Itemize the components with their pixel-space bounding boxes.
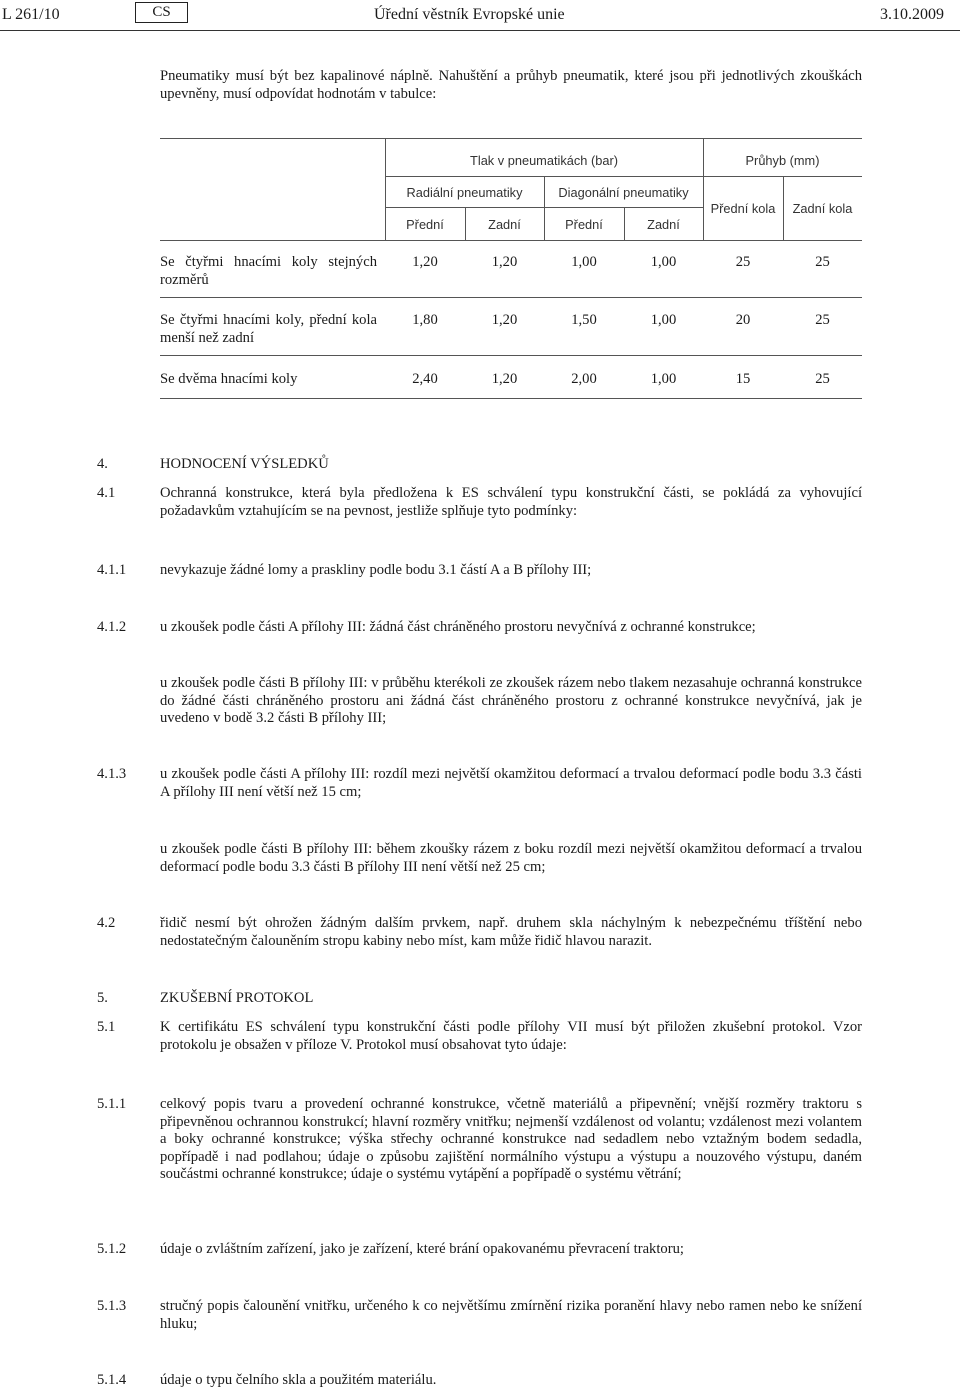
- section-heading: HODNOCENÍ VÝSLEDKŮ: [160, 456, 329, 472]
- header-pressure: Tlak v pneumatikách (bar): [470, 153, 618, 168]
- table-bottom-rule: [160, 398, 862, 399]
- table-cell: 1,00: [650, 312, 677, 328]
- section-number: 4.1.2: [97, 619, 127, 635]
- header-radial: Radiální pneumatiky: [406, 185, 523, 200]
- section-number: 4.1: [97, 485, 116, 501]
- section-text: stručný popis čalounění vnitřku, určeného k co největšímu zmírnění rizika poranění hlavy nebo ramen nebo ke snížení hluku;: [160, 1298, 862, 1332]
- header-radial-front: Přední: [406, 217, 444, 232]
- table-cell: 25: [815, 312, 830, 328]
- table-cell: 25: [815, 254, 830, 270]
- row-label: Se dvěma hnacími koly: [160, 371, 298, 387]
- page-reference: L 261/10: [2, 6, 60, 23]
- section-number: 5.1: [97, 1019, 116, 1035]
- section-text: Ochranná konstrukce, která byla předložena k ES schválení typu konstrukční části, se pokládá za vyhovující požadavkům vztahujícím se na pevnost, jestliže splňuje tyto podmínky:: [160, 485, 862, 519]
- section-number: 4.1.3: [97, 766, 127, 782]
- row-label: Se čtyřmi hnacími koly, přední kola menší než zadní: [160, 312, 377, 346]
- section-number: 4.1.1: [97, 562, 127, 578]
- table-cell: 2,00: [571, 371, 597, 387]
- section-text: u zkoušek podle části A přílohy III: žádná část chráněného prostoru nevyčnívá z ochranné konstrukce;: [160, 619, 756, 635]
- section-heading: ZKUŠEBNÍ PROTOKOL: [160, 990, 314, 1006]
- table-cell: 25: [735, 254, 751, 270]
- section-text: řidič nesmí být ohrožen žádným dalším prvkem, např. druhem skla náchylným k nebezpečnému tříštění nebo nedostatečným čalouněním stropu kabiny nebo míst, kam může řidič hlavou narazit.: [160, 915, 862, 949]
- table-cell: 15: [735, 371, 751, 387]
- section-text: u zkoušek podle části B přílohy III: během zkoušky rázem z boku rozdíl mezi největší okamžitou deformací a trvalou deformací podle bodu 3.3 části B přílohy III není větší než 25 cm;: [160, 841, 862, 875]
- table-row-rule: [160, 297, 862, 298]
- table-subhead-rule: [385, 176, 862, 177]
- table-row-rule: [160, 355, 862, 356]
- section-number: 5.1.3: [97, 1298, 127, 1314]
- header-rear-wheels: Zadní kola: [792, 201, 853, 216]
- language-badge: CS: [135, 2, 188, 23]
- header-front-wheels: Přední kola: [710, 201, 776, 216]
- table-cell: 1,20: [412, 254, 438, 270]
- table-cell: 1,00: [650, 254, 677, 270]
- table-header-rule: [160, 240, 862, 241]
- section-number: 4.: [97, 456, 108, 472]
- header-deflection: Průhyb (mm): [745, 153, 820, 168]
- table-cell: 1,00: [571, 254, 597, 270]
- tyre-table: [0, 0, 960, 420]
- section-number: 5.1.4: [97, 1372, 127, 1388]
- section-text: celkový popis tvaru a provedení ochranné konstrukce, včetně materiálů a připevnění; vnější rozměry traktoru s připevněnou ochrannou konstrukcí; hlavní rozměry vnitřku; nejmenší vzdálenost od volantu; vzdálenost mezi volantem a boky ochranné konstrukce; výška střechy ochranné konstrukce nad sedadlem nebo vztažným bodem sedadla, popřípadě i nad podlahou; údaje o způsobu zajištění normálního výstupu a výstupu a nouzového výstupu, daném součástmi ochranné konstrukce; údaje o systému vytápění a popřípadě o systému větrání;: [160, 1096, 862, 1182]
- section-text: údaje o zvláštním zařízení, jako je zařízení, které brání opakovanému převracení traktoru;: [160, 1241, 684, 1257]
- table-cell: 20: [735, 312, 751, 328]
- table-cell: 2,40: [412, 371, 438, 387]
- section-text: údaje o typu čelního skla a použitém materiálu.: [160, 1372, 437, 1388]
- table-cell: 1,20: [491, 312, 518, 328]
- header-radial-rear: Zadní: [488, 217, 521, 232]
- table-cell: 1,00: [650, 371, 677, 387]
- table-cell: 1,20: [491, 371, 518, 387]
- table-cell: 25: [815, 371, 830, 387]
- section-number: 5.1.2: [97, 1241, 127, 1257]
- section-text: u zkoušek podle části B přílohy III: v průběhu kterékoli ze zkoušek rázem nebo tlakem nezasahuje ochranná konstrukce do žádné části chráněného prostoru ani žádná část chráněného prostoru z ochranné konstrukce nevyčnívá, jak je uvedeno v bodě 3.2 části B přílohy III;: [160, 675, 862, 726]
- journal-title: Úřední věstník Evropské unie: [374, 6, 565, 23]
- table-top-rule: [160, 138, 862, 139]
- header-diagonal-rear: Zadní: [647, 217, 680, 232]
- table-cell: 1,50: [571, 312, 597, 328]
- section-number: 4.2: [97, 915, 116, 931]
- section-text: nevykazuje žádné lomy a praskliny podle bodu 3.1 částí A a B přílohy III;: [160, 562, 592, 578]
- table-cell: 1,20: [491, 254, 518, 270]
- row-label: Se čtyřmi hnacími koly stejných rozměrů: [160, 254, 377, 288]
- section-number: 5.1.1: [97, 1096, 127, 1112]
- intro-paragraph: Pneumatiky musí být bez kapalinové náplně. Nahuštění a průhyb pneumatik, které jsou při jednotlivých zkouškách upevněny, musí odpovídat hodnotám v tabulce:: [160, 68, 862, 102]
- section-text: K certifikátu ES schválení typu konstrukční části podle přílohy VII musí být přiložen zkušební protokol. Vzor protokolu je obsažen v příloze V. Protokol musí obsahovat tyto údaje:: [160, 1019, 862, 1053]
- section-text: u zkoušek podle části A přílohy III: rozdíl mezi největší okamžitou deformací a trvalou deformací podle bodu 3.3 části A přílohy III není větší než 15 cm;: [160, 766, 862, 800]
- publication-date: 3.10.2009: [880, 6, 944, 23]
- header-diagonal: Diagonální pneumatiky: [558, 185, 689, 200]
- section-number: 5.: [97, 990, 108, 1006]
- header-diagonal-front: Přední: [565, 217, 603, 232]
- table-cell: 1,80: [412, 312, 438, 328]
